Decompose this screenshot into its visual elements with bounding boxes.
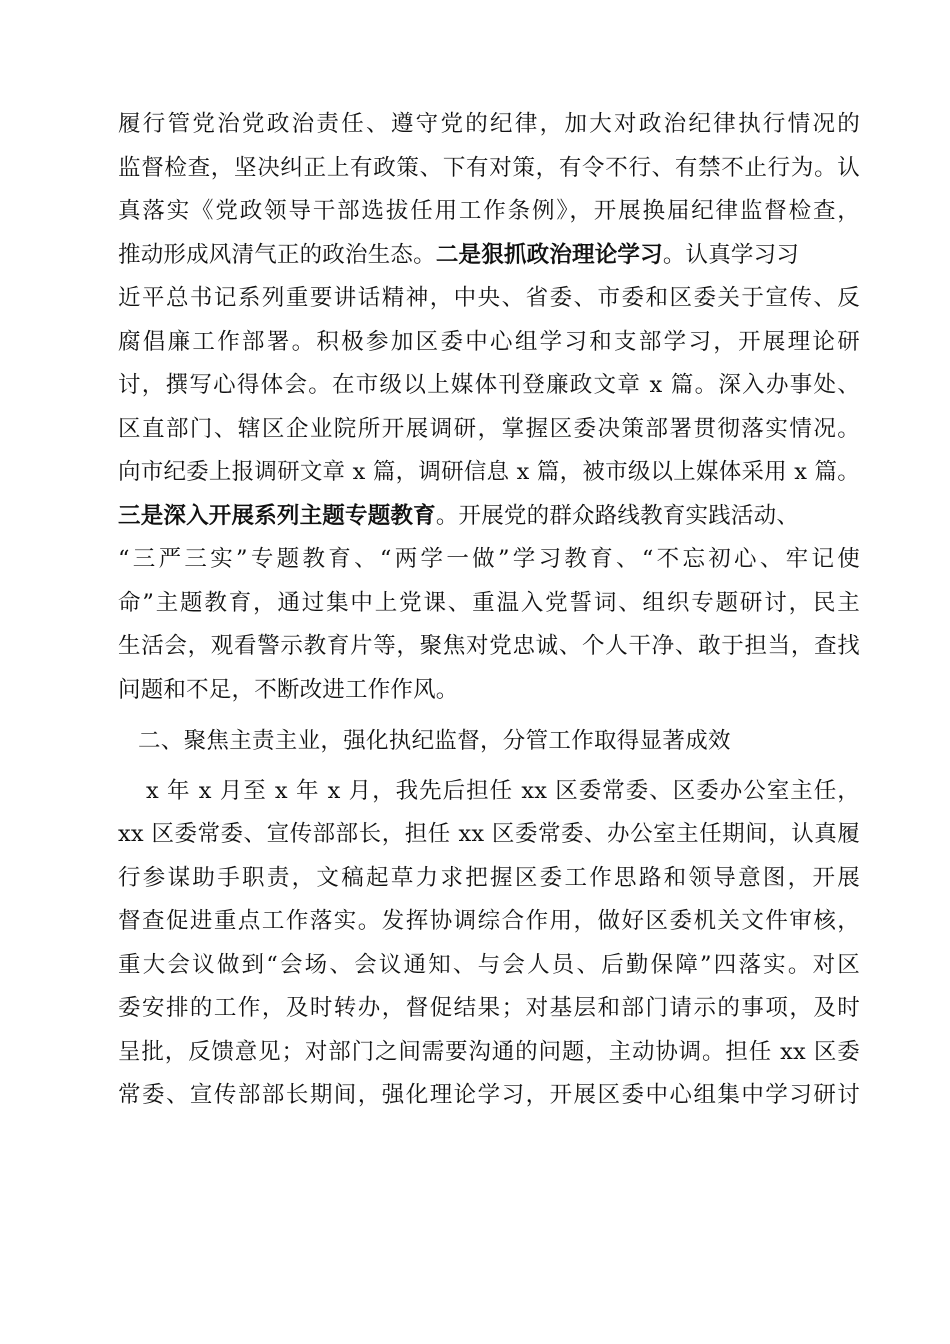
paragraph-line: 常委、宣传部部长期间，强化理论学习，开展区委中心组集中学习研讨 [118, 1082, 860, 1108]
paragraph-line: 重大会议做到“会场、会议通知、与会人员、后勤保障”四落实。对区 [118, 951, 860, 978]
paragraph-line: x 年 x 月至 x 年 x 月，我先后担任 xx 区委常委、区委办公室主任， [146, 777, 860, 804]
paragraph-line: 呈批，反馈意见；对部门之间需要沟通的问题，主动协调。担任 xx 区委 [118, 1038, 860, 1065]
paragraph-line: “三严三实”专题教育、“两学一做”学习教育、“不忘初心、牢记使 [118, 546, 860, 572]
paragraph-line: 履行管党治党政治责任、遵守党的纪律，加大对政治纪律执行情况的 [118, 111, 860, 137]
paragraph-line-mixed [118, 234, 860, 278]
paragraph-line: 督查促进重点工作落实。发挥协调综合作用，做好区委机关文件审核， [118, 908, 860, 934]
paragraph-line: 命”主题教育，通过集中上党课、重温入党誓词、组织专题研讨，民主 [118, 589, 860, 616]
paragraph-line: 腐倡廉工作部署。积极参加区委中心组学习和支部学习，开展理论研 [118, 328, 860, 355]
paragraph-text: 。认真学习习 [662, 241, 800, 268]
paragraph-line: 真落实《党政领导干部选拔任用工作条例》，开展换届纪律监督检查， [118, 198, 860, 224]
paragraph-line: 问题和不足，不断改进工作作风。 [118, 676, 459, 703]
section-heading: 二、聚焦主责主业，强化执纪监督，分管工作取得显著成效 [138, 728, 731, 754]
paragraph-line: 近平总书记系列重要讲话精神，中央、省委、市委和区委关于宣传、反 [118, 285, 860, 311]
paragraph-line: 监督检查，坚决纠正上有政策、下有对策，有令不行、有禁不止行为。认 [118, 154, 860, 181]
bold-lead-phrase: 三是深入开展系列主题专题教育 [118, 502, 436, 529]
paragraph-line: 区直部门、辖区企业院所开展调研，掌握区委决策部署贯彻落实情况。 [118, 415, 860, 442]
paragraph-line: 向市纪委上报调研文章 x 篇，调研信息 x 篇，被市级以上媒体采用 x 篇。 [118, 459, 860, 485]
paragraph-line: 行参谋助手职责，文稿起草力求把握区委工作思路和领导意图，开展 [118, 864, 860, 891]
paragraph-line: xx 区委常委、宣传部部长，担任 xx 区委常委、办公室主任期间，认真履 [118, 821, 860, 847]
bold-lead-phrase: 二是狠抓政治理论学习 [435, 241, 663, 268]
document-body [118, 103, 860, 1118]
paragraph-line-mixed [118, 495, 860, 539]
paragraph-line: 生活会，观看警示教育片等，聚焦对党忠诚、个人干净、敢于担当，查找 [118, 633, 860, 659]
paragraph-line: 讨，撰写心得体会。在市级以上媒体刊登廉政文章 x 篇。深入办事处、 [118, 372, 860, 398]
paragraph-text: 。开展党的群众路线教育实践活动、 [435, 502, 800, 529]
paragraph-line: 委安排的工作，及时转办，督促结果；对基层和部门请示的事项，及时 [118, 995, 860, 1021]
paragraph-text: 推动形成风清气正的政治生态。 [118, 241, 436, 268]
